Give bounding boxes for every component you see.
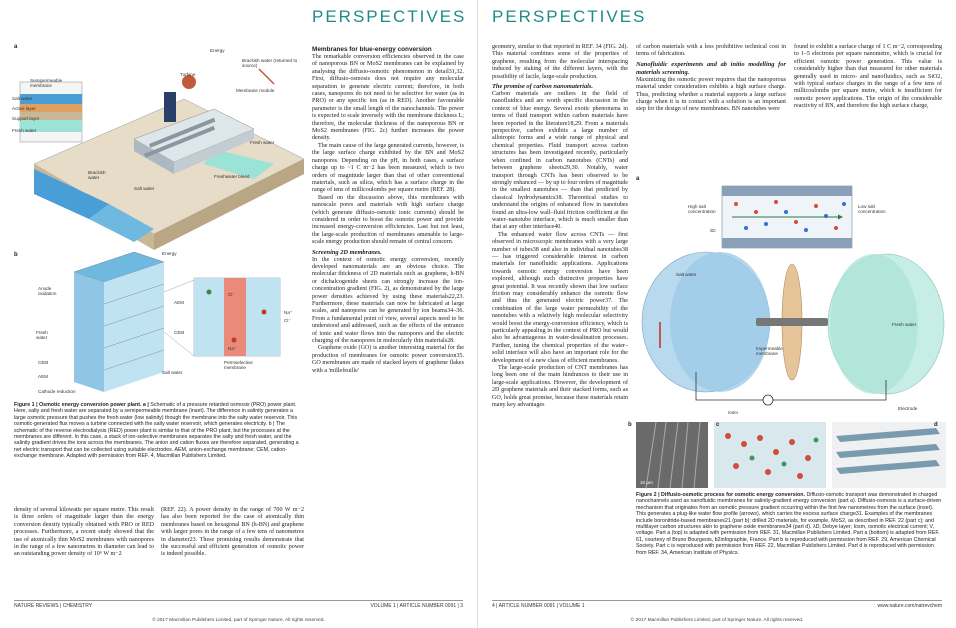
label-salt-water: Salt water xyxy=(134,186,155,191)
body-col-2 xyxy=(636,44,786,166)
figure-2-caption-title: Figure 2 | Diffusio-osmotic process for osmotic energy conversion. xyxy=(636,492,805,498)
label-brackish: Brackish water xyxy=(88,170,106,180)
paragraph: density of several kilowatts per square metre. This result is three orders of magnitude larger than the energy conversion density typically obtained with PRO or RED processes. Furthermore, a recent study showed that the use of atomically thin MoS2 membranes with nanopores in the range of a few nanometres in diameter can lead to an outstanding power density of 10⁶ W m−2 xyxy=(14,507,154,558)
body-col-bottom-mid xyxy=(161,507,304,599)
figure-2bcd xyxy=(628,422,946,488)
label-energy-b: Energy xyxy=(162,251,177,256)
label-cl: Cl⁻ xyxy=(228,292,235,297)
section-heading: Membranes for blue-energy conversion xyxy=(312,46,432,53)
body-col-1 xyxy=(492,44,628,599)
label-aem: AEM xyxy=(38,374,48,379)
body-col-right xyxy=(312,44,464,599)
copyright-notice: © 2017 Macmillan Publishers Limited, part of Springer Nature. All rights reserved. xyxy=(152,618,325,623)
page-footer xyxy=(492,600,942,609)
label-aem-zoom: AEM xyxy=(174,300,184,305)
figure-1-caption xyxy=(14,402,304,500)
panel-label-2a: a xyxy=(636,176,640,182)
paragraph: Carbon materials are outliers in the field of nanofluidics and are worth specific discussion in the context of blue energy. Several exotic phenomena in terms of fluid transport within carbon materials have been reported in the literature18,29. From a materials perspective, carbon exhibits a large number of allotropic forms and a wide range of physical and chemical properties. Fluid transport across carbon structures has been investigated recently, particularly when confined in carbon nanotubes (CNTs) and between graphene sheets29,30. Notably, water transport through CNTs has been observed to be strongly enhanced — by up to four orders of magnitude in the smallest nanotubes — than that predicted by classical hydrodynamics38. Theoretical studies to understand the origins of enhanced flow in nanotubes found an ultra-low wall–fluid friction coefficient at the water–nanotube interface, which is much smaller than that at any other interface40. xyxy=(492,91,628,231)
paragraph: (REF. 22). A power density in the range of 700 W m−2 has also been reported for the case of atomically thin membranes based on hexagonal BN (h-BN) and graphene with larger pores in the range of a few tens of nanometres in diameter23. These promising results demonstrate that the successful and efficient generation of osmotic power is indeed possible. xyxy=(161,507,304,558)
figure-1a-illustration xyxy=(14,44,304,250)
label-impermeable: Impermeable membrane xyxy=(756,346,783,356)
page-header: PERSPECTIVES xyxy=(492,7,647,26)
paragraph: The enhanced water flow across CNTs — first observed in microscopic membranes with a very large number of tubes38 and also in individual nanotubes38 — has triggered considerable interest in carbon materials for nanofluidic applications. Applications towards osmotic energy conversion have been explored, although such distinctive properties have great potential. It was recently shown that low surface friction may considerably enhance the osmotic flow and thus the generated electric power37. The combination of the large water permeability of the nanotubes with a relatively high molecular selectivity would boost the energy-conversion efficiency, which is particularly appealing in the context of PRO but would also be advantageous in water-desalination processes. Further, tuning the chemical properties of the water–solid interface will also have an important role for the development of a new class of efficient membranes. xyxy=(492,231,628,364)
paragraph: The main cause of the large generated currents, however, is the large surface charge exhibited by the BN and MoS2 nanopores. Depending on the pH, in both cases, a surface charge up to ~1 C m−2 has been measured, which is two orders of magnitude larger than that of other conventional materials, such as silica, which has a surface charge in the range of tens of millicoulombs per square metre (REF. 28). xyxy=(312,142,464,194)
label-debye: λD xyxy=(710,228,716,233)
label-cem: CEM xyxy=(38,360,49,365)
label-permselective: Permselective membrane xyxy=(224,360,253,370)
label-active-layer: Active layer xyxy=(12,106,36,111)
label-cathode: Cathode reduction xyxy=(38,389,76,394)
page-footer xyxy=(14,600,463,609)
label-semipermeable: Semipermeable membrane xyxy=(30,78,63,88)
figure-2a-illustration xyxy=(636,172,946,418)
figure-1-caption-title: Figure 1 | Osmotic energy conversion power plant. a | xyxy=(14,402,149,408)
label-fresh-water-inset: Fresh water xyxy=(12,128,37,133)
footer-url: www.nature.com/natrevchem xyxy=(877,603,942,609)
label-turbine: Turbine xyxy=(180,72,196,77)
label-support-layer: Support layer xyxy=(12,116,40,121)
label-salt-water-b: Salt water xyxy=(162,370,183,375)
paragraph: Maximizing the osmotic power requires that the nanoporous material under consideration exhibits a high surface charge. Thus, predicting whether a material supports a large surface charge when it is in contact with a solution is an important step for the design of new membranes. BN nanotubes were xyxy=(636,76,786,113)
body-col-bottom-left xyxy=(14,507,154,599)
footer-page-number: VOLUME 1 | ARTICLE NUMBER 0091 | 3 xyxy=(370,603,463,609)
section-heading: The promise of carbon nanomaterials. xyxy=(492,83,594,91)
figure-1a xyxy=(14,44,304,250)
label-anode: Anode oxidation xyxy=(38,286,57,296)
label-membrane-module: Membrane module xyxy=(236,88,275,93)
panel-label-a: a xyxy=(14,44,18,50)
section-heading: Nanofluidic experiments and ab initio modelling for materials screening. xyxy=(636,60,786,76)
label-cl-right: Cl⁻ xyxy=(284,318,291,323)
label-fresh-water-2: Fresh water xyxy=(892,322,917,327)
panel-label-2c: c xyxy=(716,422,720,428)
panel-label-b: b xyxy=(14,252,18,258)
paragraph: Based on the discussion above, this membranes with nanoscale pores and materials with high surface charge (which generate diffusio-osmotic ionic currents) should be considered in order to boost the osmotic power and provide increased energy-conversion efficiencies. Last but not least, the large-scale production of membranes amenable to large-scale energy production should remain of central concern. xyxy=(312,194,464,246)
footer-page-number: 4 | ARTICLE NUMBER 0091 | VOLUME 1 xyxy=(492,603,585,609)
paragraph: In the context of osmotic energy conversion, recently developed nanomaterials are an obvious choice. The molecular thickness of 2D materials such as graphene, h-BN or dichalcogenide sheets can strongly increase the ion-concentration gradient (FIG. 2), as demonstrated by the large power densities achieved by using these materials22,23. Furthermore, these materials can now be fabricated at large scales, and nanopores can be generated by ion beams34–36. From a fundamental point of view, several aspects need to be understood and addressed, such as the effects of the entrance of ionic and water flows into the nanopores and the electric charging of the nanopores in molecularly thin materials28. xyxy=(312,256,464,345)
paragraph: Graphene oxide (GO) is another interesting material for the production of membranes for osmotic power conversion35. GO membranes are made of stacked layers of graphene flakes with a 'millefeuille' xyxy=(312,345,464,374)
label-salt-water-2: Salt water xyxy=(676,272,697,277)
figure-1-caption-text: Schematic of a pressure retarded osmosis (PRO) power plant. Here, salty and fresh water are separated by a semipermeable membrane (inset). The difference in salinity generates a large osmotic pressure that pushes the fresh water (low salinity) though the membrane into the salty water reservoir. This osmotic-generated flux moves a turbine connected with the salty water reservoir, which generates electricity. b | The schematic of the reverse electrodialysis (RED) power plant is similar to that of the PRO plant, but the processes at the membranes are different. In this case, a stack of ion-selective membranes separates the salty and fresh water, and the salinity gradient drives the ions across the membranes. The anion and cation fluxes are therefore separated, generating a net electric transport that can be collected using suitable electrodes. AEM, anion-exchange membrane; CEM, cation-exchange membrane. Adapted with permission from REF. 4, Macmillan Publishers Limited. xyxy=(14,402,299,460)
panel-label-2d: d xyxy=(934,422,938,428)
figure-1b-illustration xyxy=(14,252,304,398)
label-freshwater-bleed: Freshwater bleed xyxy=(214,174,250,179)
label-fresh-water-b: Fresh water xyxy=(36,330,48,340)
page-header: PERSPECTIVES xyxy=(312,7,467,26)
label-electrode: Electrode xyxy=(898,406,918,411)
label-cem-zoom: CEM xyxy=(174,330,185,335)
label-energy: Energy xyxy=(210,48,225,53)
panel-label-2b: b xyxy=(628,422,632,428)
label-low-salt: Low salt concentration xyxy=(858,204,886,214)
label-salt-water-inset: Salt water xyxy=(12,96,33,101)
section-heading: Screening 2D membranes. xyxy=(312,248,382,256)
figure-1b xyxy=(14,252,304,398)
body-col-3 xyxy=(794,44,942,166)
figure-2-caption xyxy=(636,492,942,600)
paragraph: found to exhibit a surface charge of 1 C m−2, corresponding to 1–5 electrons per square nanometre, which is crucial for efficient osmotic power generation. This value is considerably higher than that measured for other materials generally used in micro- and nanofluidics, such as SiO2, with typical surface charges in the range of a few tens of millicoulombs per square metre, which is insufficient for osmotic power applications. The origin of the considerable reactivity of BN, and therefore the high surface charge, xyxy=(794,44,942,110)
paragraph: The remarkable conversion efficiencies observed in the case of nanoporous BN or MoS2 membranes can be explained by analysing the diffusio-osmotic phenomenon in detail31,32. First, diffusio-osmosis does not require any molecular separation to generate electric current; therefore, in both cases, nanopores do not need to be selective for water (as in PRO) or any specific ion (as in RED). Another favourable parameter is the small length of the nanochannels. The power is expected to scale inversely with the membrane thickness L; therefore, the molecular thickness of the nanoporous BN or MoS2 membranes (FIG. 2c) further increases the power density. xyxy=(312,54,464,142)
label-fresh-water: Fresh water xyxy=(250,140,275,145)
footer-journal: NATURE REVIEWS | CHEMISTRY xyxy=(14,603,93,609)
label-high-salt: High salt concentration xyxy=(688,204,716,214)
right-page xyxy=(478,0,956,628)
figure-2a xyxy=(636,172,946,418)
copyright-notice: © 2017 Macmillan Publishers Limited, part of Springer Nature. All rights reserved. xyxy=(630,618,804,623)
scale-bar-label: 10 μm xyxy=(640,480,653,485)
label-brackish-returned: Brackish water (returned to source) xyxy=(242,58,298,68)
paragraph: of carbon materials with a less prohibitive technical cost in terms of fabrication. xyxy=(636,44,786,58)
paragraph: geometry, similar to that reported in REF. 34 (FIG. 2d). This material combines some of the properties of graphene, resulting from the molecular interspacing induced by staking of the different layers, with the possibility of facile, large-scale production. xyxy=(492,44,628,80)
label-na: Na⁺ xyxy=(228,346,237,351)
label-na-right: Na⁺ xyxy=(284,310,293,315)
label-iosm: Iosm xyxy=(728,410,738,415)
figure-2bcd-illustration xyxy=(636,422,946,488)
figure-2-caption-text: Diffusio-osmotic transport was demonstrated in charged nanochannels used as nanofluidic membranes for salinity-gradient energy conversion (part a). Diffusio-osmosis is a surface-driven mechanism that originates from an osmotic pressure gradient occurring within the first few nanometres from the surface (inset). This generates a plug-like water flow profile (arrows), which carries the excess surface charge31. Examples of the membranes include boronitride-based membranes21 (part b); drilled 2D materials, for example, MoS2, as described in REF. 22 (part c); and multilayer carbon structures akin to graphene oxide membranes34 (part d). λD, Debye layer; Iosm, osmotic electrical current; V, voltage. Part a (top) is adapted with permission from REF. 31, Macmillan Publishers Limited. Part a (bottom) is adapted from REF. 61, courtesy of Bruno Bourgeois, b2infographie, France. Part b is reproduced with permission from REF. 29, American Chemical Society. Part c is reproduced with permission from REF. 22, Macmillan Publishers Limited. Part d is reproduced with permission from REF. 34, American Institute of Physics. xyxy=(636,492,942,556)
paragraph: The large-scale production of CNT membranes has long been one of the main hindrances to their use in large-scale applications. However, the development of 2D graphene materials and their stacked forms, such as GO, holds great promise, because these materials retain many key advantages xyxy=(492,365,628,409)
